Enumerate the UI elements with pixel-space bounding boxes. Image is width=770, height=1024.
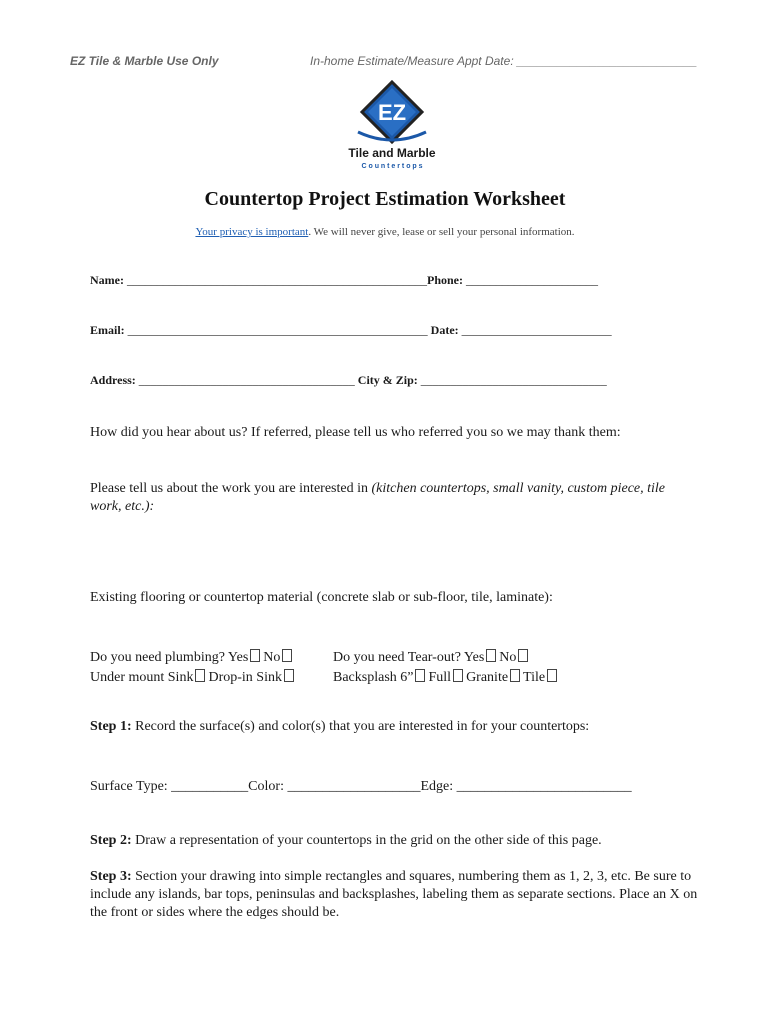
step-3: Step 3: Section your drawing into simple rectangles and squares, numbering them as 1, 2, 3, etc. Be sure to include any islands, bar tops, peninsulas and backsplashes, labeling them as separate sections. Place an X on the front or sides where the edges should be. xyxy=(90,869,698,920)
tile-checkbox[interactable] xyxy=(547,669,557,682)
surface-color-edge-fields[interactable]: Surface Type: ___________Color: ___________________Edge: _________________________ xyxy=(90,779,632,794)
date-field[interactable]: _________________________ xyxy=(461,323,612,337)
backsplash-6-checkbox[interactable] xyxy=(415,669,425,682)
work-question: Please tell us about the work you are interested in (kitchen countertops, small vanity, custom piece, tile work, etc.): xyxy=(90,481,666,514)
undermount-sink-checkbox[interactable] xyxy=(195,669,205,682)
name-phone-row: Name: __________________________________________________Phone: ______________________ xyxy=(90,273,598,287)
tearout-yes-checkbox[interactable] xyxy=(486,649,496,662)
cityzip-field[interactable]: _______________________________ xyxy=(420,373,607,387)
plumbing-yes-checkbox[interactable] xyxy=(250,649,260,662)
plumbing-question: Do you need plumbing? Yes No xyxy=(90,649,295,666)
tearout-no-checkbox[interactable] xyxy=(518,649,528,662)
ez-diamond-icon xyxy=(328,80,456,172)
logo-line2: C o u n t e r t o p s xyxy=(361,163,423,170)
dropin-sink-checkbox[interactable] xyxy=(284,669,294,682)
full-checkbox[interactable] xyxy=(453,669,463,682)
privacy-note: Your privacy is important. We will never give, lease or sell your personal information. xyxy=(195,226,575,238)
plumbing-no-checkbox[interactable] xyxy=(282,649,292,662)
company-logo xyxy=(328,80,456,172)
header-left-note: EZ Tile & Marble Use Only xyxy=(70,54,219,68)
existing-material-question: Existing flooring or countertop material (concrete slab or sub-floor, tile, laminate): xyxy=(90,590,553,605)
granite-checkbox[interactable] xyxy=(510,669,520,682)
sink-options: Under mount Sink Drop-in Sink xyxy=(90,669,297,686)
header-appt-date: In-home Estimate/Measure Appt Date: ___________________________ xyxy=(310,54,698,68)
email-field[interactable]: __________________________________________________ xyxy=(127,323,428,337)
tearout-question: Do you need Tear-out? Yes No xyxy=(333,649,531,666)
step-2: Step 2: Draw a representation of your countertops in the grid on the other side of this page. xyxy=(90,833,602,848)
step-1: Step 1: Record the surface(s) and color(s) that you are interested in for your countertops: xyxy=(90,719,590,734)
logo-letters: EZ xyxy=(377,100,407,125)
logo-line1: Tile and Marble xyxy=(348,146,436,160)
address-city-row: Address: ____________________________________ City & Zip: _______________________________ xyxy=(90,373,607,387)
referral-question: How did you hear about us? If referred, please tell us who referred you so we may thank them: xyxy=(90,425,621,440)
email-date-row: Email: __________________________________________________ Date: _________________________ xyxy=(90,323,612,337)
backsplash-options: Backsplash 6” Full Granite Tile xyxy=(333,669,560,686)
phone-field[interactable]: ______________________ xyxy=(465,273,598,287)
page-title: Countertop Project Estimation Worksheet xyxy=(204,188,566,210)
privacy-link[interactable]: Your privacy is important xyxy=(195,226,309,238)
address-field[interactable]: ____________________________________ xyxy=(138,373,355,387)
name-field[interactable]: __________________________________________________ xyxy=(126,273,427,287)
